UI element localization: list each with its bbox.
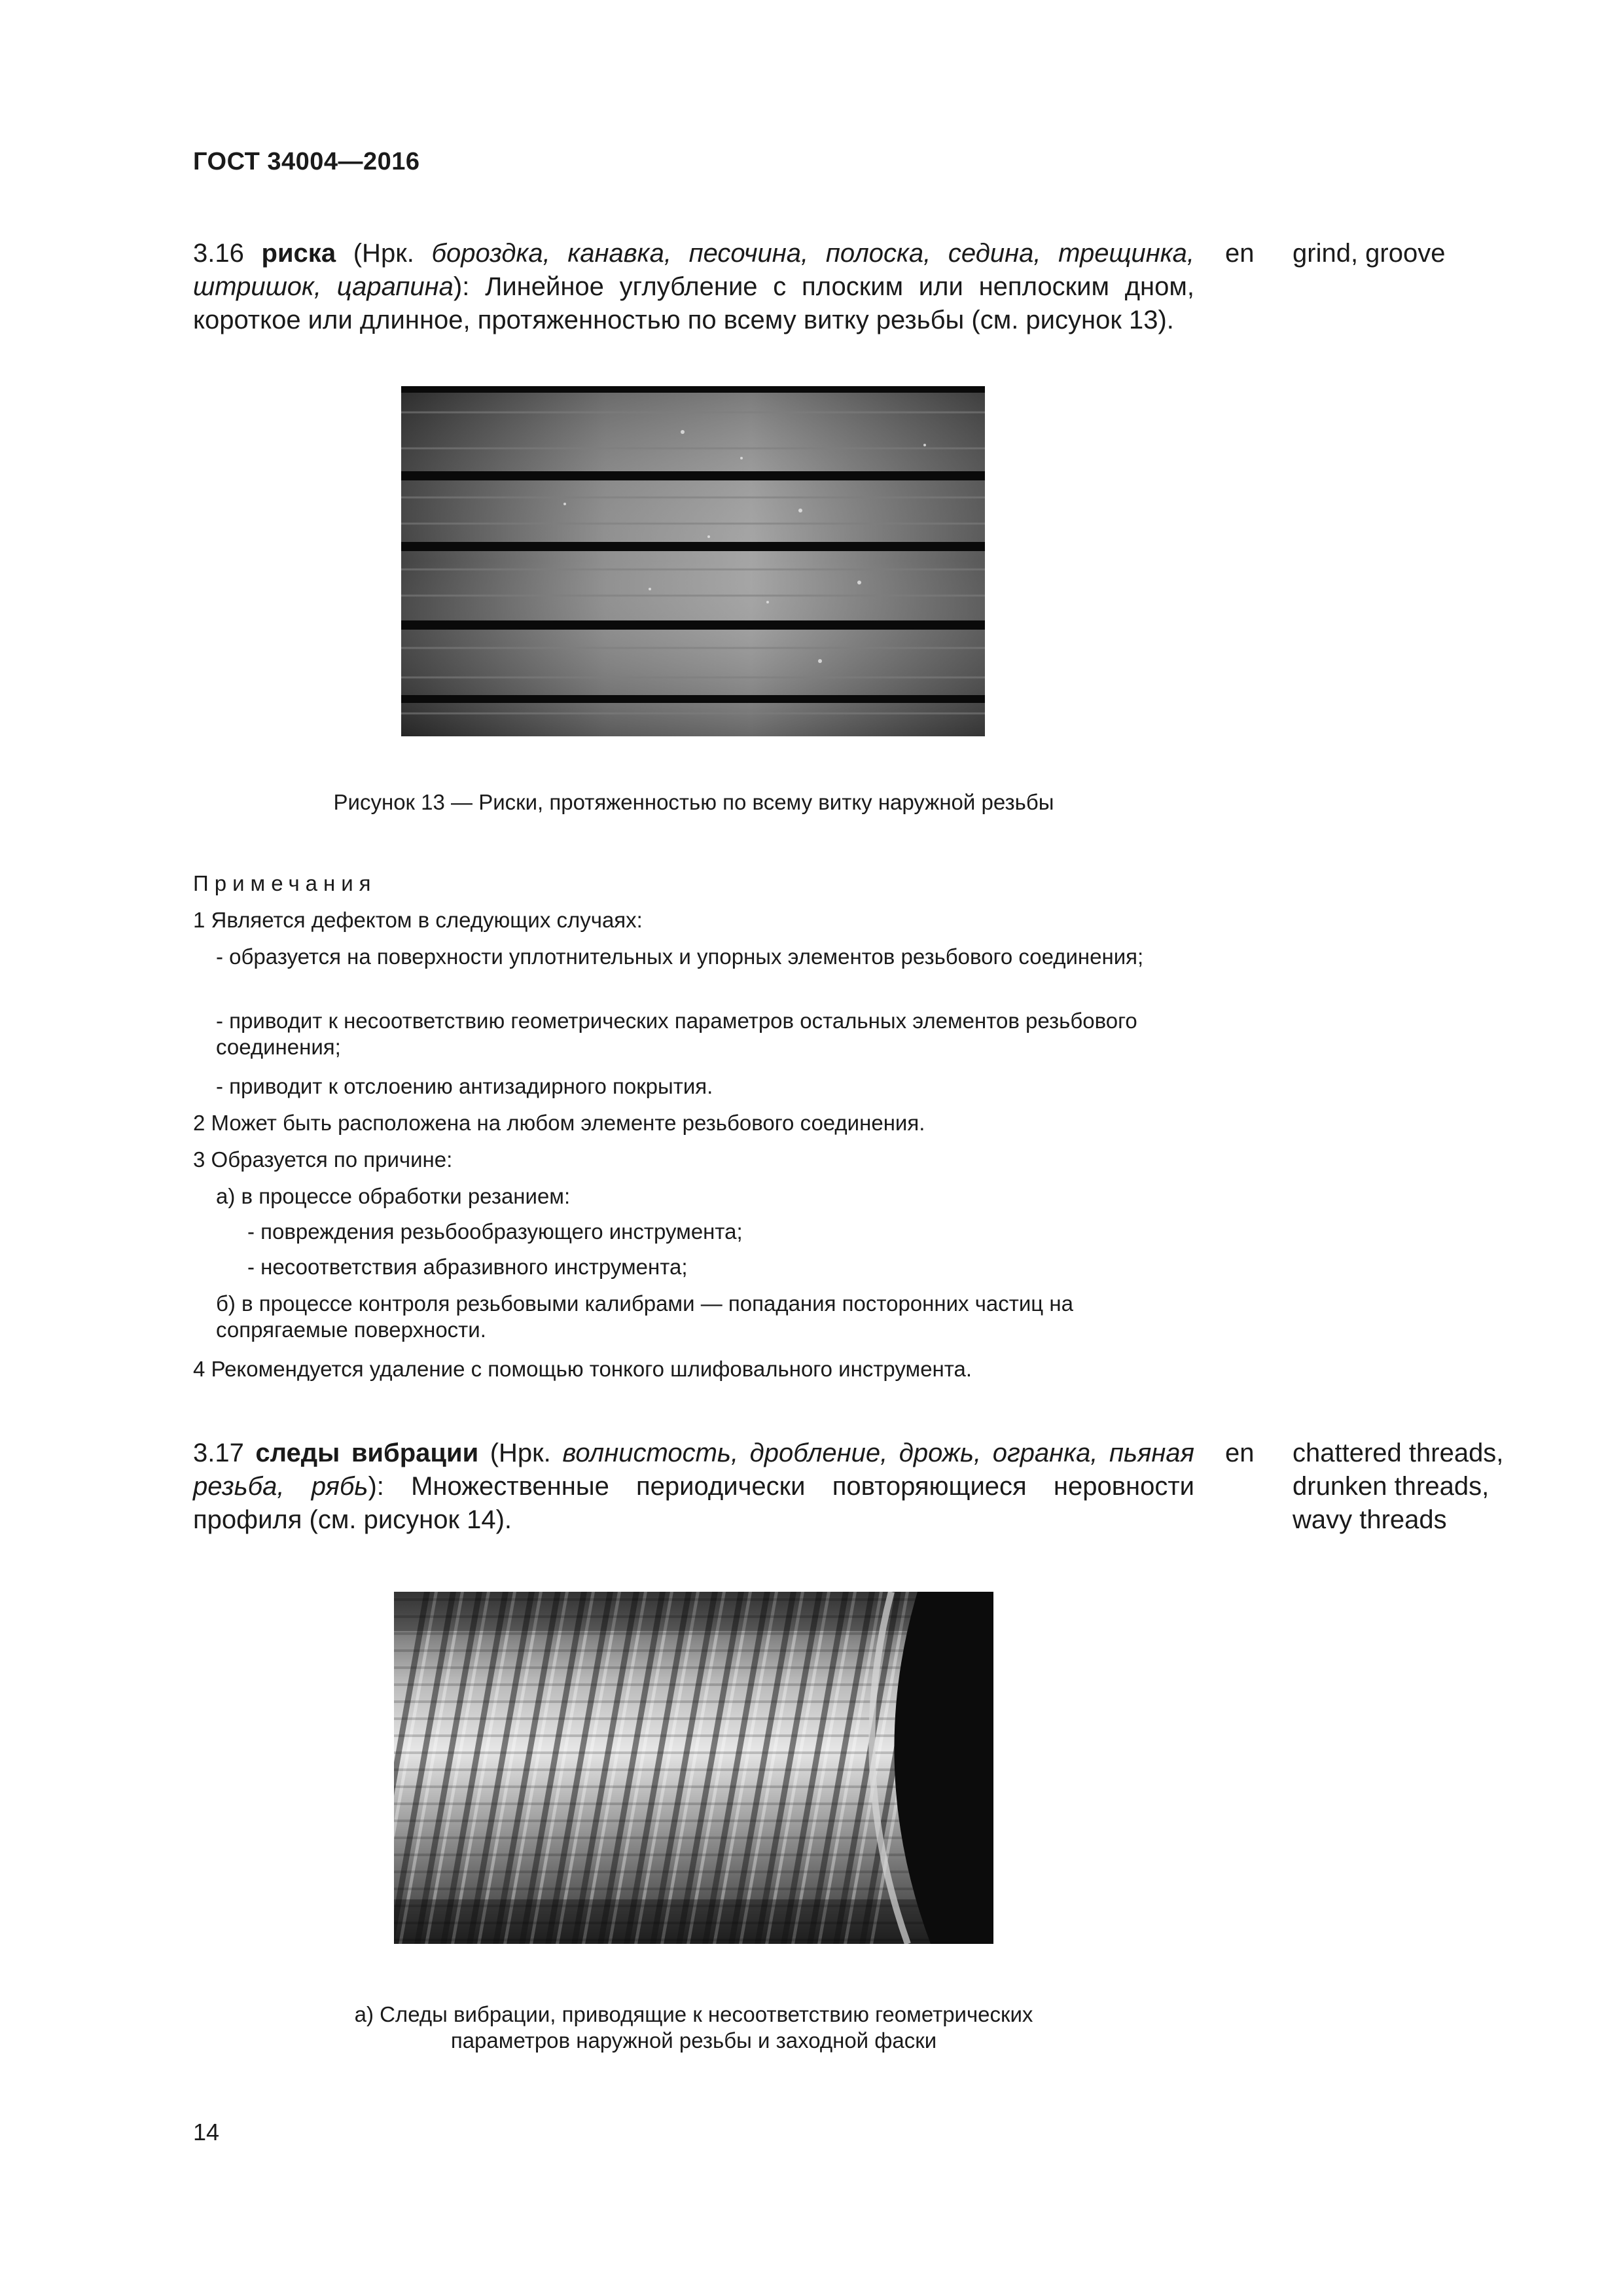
note-3: 3 Образуется по причине: xyxy=(193,1147,453,1172)
term-3-16 xyxy=(193,237,1194,337)
term-name: следы вибрации xyxy=(255,1439,479,1467)
term-name: риска xyxy=(261,239,336,268)
term-open: (Нрк. xyxy=(336,239,432,268)
note-1: 1 Является дефектом в следующих случаях: xyxy=(193,908,643,932)
document-header: ГОСТ 34004—2016 xyxy=(193,148,420,175)
figure-14a-caption-line-1: а) Следы вибрации, приводящие к несоответствию геометрических xyxy=(354,2002,1033,2026)
english-equivalent-2: drunken threads, xyxy=(1293,1472,1489,1501)
figure-13-image xyxy=(401,386,985,736)
note-1-item-b: - приводит к несоответствию геометрических параметров остальных элементов резьбового соединения; xyxy=(216,1009,1137,1059)
english-equivalent: grind, groove xyxy=(1293,239,1446,268)
note-3-item-a1: - повреждения резьбообразующего инструмента; xyxy=(247,1219,743,1244)
note-1-item-a: - образуется на поверхности уплотнительных и упорных элементов резьбового соединения; xyxy=(216,944,1144,969)
figure-14a-caption-line-2: параметров наружной резьбы и заходной фаски xyxy=(450,2028,937,2053)
term-definition: ): Множественные периодически повторяющиеся неровности профиля (см. рисунок 14). xyxy=(193,1472,1194,1534)
term-3-17 xyxy=(193,1437,1194,1537)
figure-13-caption: Рисунок 13 — Риски, протяженностью по всему витку наружной резьбы xyxy=(333,790,1054,814)
note-3-item-a: а) в процессе обработки резанием: xyxy=(216,1184,571,1208)
figure-14a-image xyxy=(394,1592,993,1944)
term-open: (Нрк. xyxy=(478,1439,563,1467)
note-2: 2 Может быть расположена на любом элементе резьбового соединения. xyxy=(193,1111,925,1135)
term-synonyms: бороздка, канавка, песочина, полоска, седина, трещинка, штришок, царапина xyxy=(193,239,1195,301)
note-4: 4 Рекомендуется удаление с помощью тонкого шлифовального инструмента. xyxy=(193,1357,972,1381)
english-equivalent-3: wavy threads xyxy=(1293,1505,1447,1534)
term-number: 3.16 xyxy=(193,239,244,268)
note-3-item-b: б) в процессе контроля резьбовыми калибрами — попадания посторонних частиц на сопрягаемые поверхности. xyxy=(216,1291,1073,1342)
note-1-item-c: - приводит к отслоению антизадирного покрытия. xyxy=(216,1074,713,1098)
note-3-item-a2: - несоответствия абразивного инструмента; xyxy=(247,1255,688,1279)
lang-code: en xyxy=(1225,1439,1255,1467)
english-equivalent-1: chattered threads, xyxy=(1293,1439,1504,1467)
term-number: 3.17 xyxy=(193,1439,244,1467)
page-number: 14 xyxy=(193,2119,220,2145)
term-synonyms: волнистость, дробление, дрожь, огранка, пьяная резьба, рябь xyxy=(193,1439,1194,1501)
term-definition: ): Линейное углубление с плоским или неплоским дном, короткое или длинное, протяженностью по всему витку резьбы (см. рисунок 13). xyxy=(193,272,1194,334)
notes-title: Примечания xyxy=(193,871,377,895)
lang-code: en xyxy=(1225,239,1255,268)
